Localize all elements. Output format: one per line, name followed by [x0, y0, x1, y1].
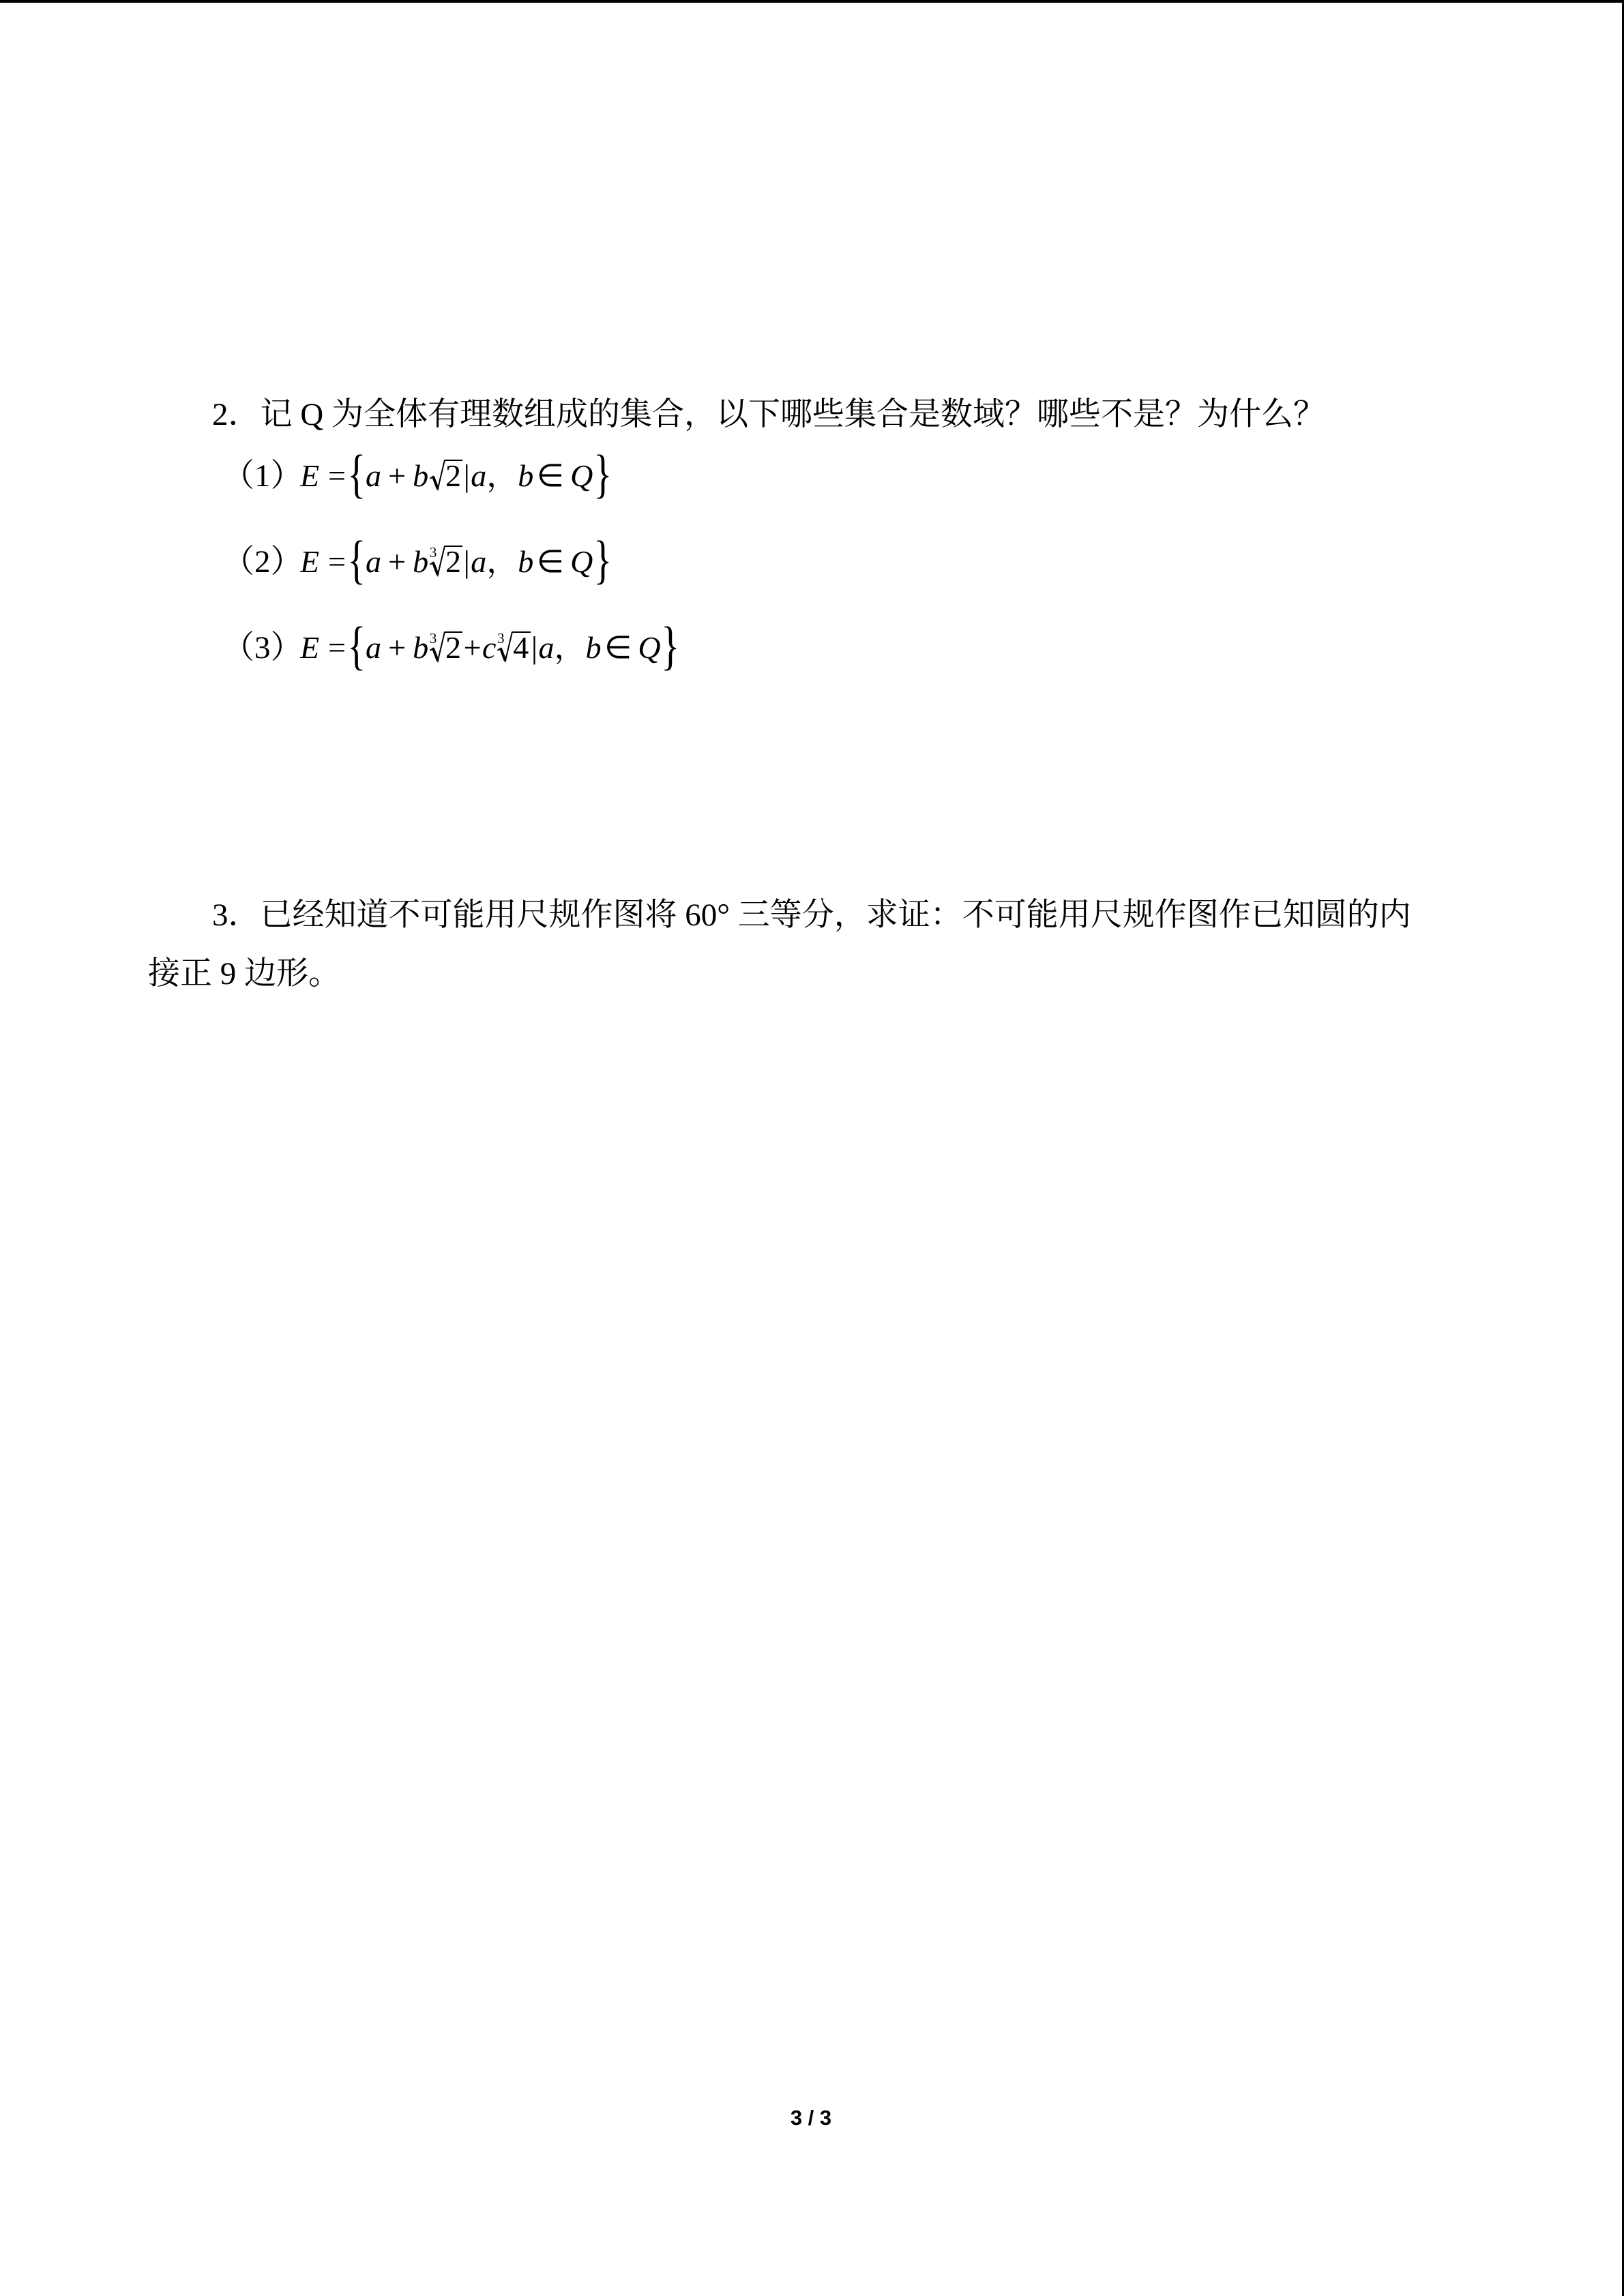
question-3-text-line-2: 接正 9 边形。: [148, 956, 340, 992]
root-index: 3: [429, 543, 437, 561]
set-item-2: [222, 519, 683, 605]
term: [381, 544, 462, 579]
rational-field: Q: [638, 630, 661, 665]
element-expression: [366, 630, 531, 665]
cube-root: [429, 629, 462, 665]
radicand: 2: [445, 460, 462, 490]
variable: a: [471, 544, 487, 579]
item-label: （2）: [222, 544, 303, 580]
cube-root: [497, 629, 530, 665]
such-that-bar: |: [463, 544, 470, 579]
left-brace: {: [347, 529, 366, 589]
question-2-prompt: 2．记 Q 为全体有理数组成的集合，以下哪些集合是数域？哪些不是？为什么？: [212, 397, 1325, 432]
radical-sign-icon: [429, 460, 445, 490]
plus-sign: +: [388, 544, 407, 579]
term: [366, 630, 381, 665]
plus-sign: +: [388, 630, 407, 665]
term: [366, 458, 381, 493]
set-name: E: [300, 544, 320, 579]
right-brace: }: [593, 529, 612, 589]
comma: ，: [486, 458, 518, 493]
right-brace: }: [661, 615, 680, 675]
radicand: 2: [445, 631, 462, 661]
set-name: E: [300, 458, 320, 493]
coefficient: a: [366, 458, 381, 493]
term: [462, 630, 530, 665]
radicand: 2: [445, 546, 462, 576]
such-that-bar: |: [531, 630, 538, 665]
item-label: （3）: [222, 630, 303, 666]
coefficient: a: [366, 630, 381, 665]
element-of-sign: ∈: [604, 630, 632, 665]
question-3-text-line-1: 3．已经知道不可能用尺规作图将 60° 三等分，求证：不可能用尺规作图作已知圆的内: [212, 897, 1411, 933]
equals-sign: =: [327, 544, 346, 579]
coefficient: a: [366, 544, 381, 579]
set-expression: [300, 615, 683, 676]
question-2-set-list: [222, 433, 683, 691]
variable: a: [538, 630, 555, 665]
coefficient: b: [413, 458, 429, 493]
page-number: 3 / 3: [790, 2106, 832, 2130]
term: [366, 544, 381, 579]
term: [381, 630, 462, 665]
root-index: 3: [497, 629, 505, 646]
radicand: 4: [512, 631, 530, 661]
set-item-1: [222, 433, 683, 519]
element-expression: [366, 458, 462, 493]
element-of-sign: ∈: [536, 458, 564, 493]
left-brace: {: [347, 615, 366, 675]
set-name: E: [300, 630, 320, 665]
element-expression: [366, 544, 462, 579]
set-expression: [300, 443, 615, 505]
rational-field: Q: [570, 458, 593, 493]
square-root: [429, 458, 462, 493]
element-of-sign: ∈: [536, 544, 564, 579]
set-expression: [300, 529, 615, 591]
comma: ，: [554, 630, 586, 665]
right-brace: }: [593, 443, 612, 503]
variable: b: [518, 544, 534, 579]
such-that-bar: |: [463, 458, 470, 493]
rational-field: Q: [570, 544, 593, 579]
plus-sign: +: [463, 630, 482, 665]
root-index: 3: [429, 629, 437, 646]
variable: b: [585, 630, 602, 665]
plus-sign: +: [388, 458, 407, 493]
coefficient: b: [413, 544, 429, 579]
coefficient: c: [482, 630, 497, 665]
variable: b: [518, 458, 534, 493]
cube-root: [429, 543, 462, 579]
term: [381, 458, 462, 493]
coefficient: b: [413, 630, 429, 665]
item-label: （1）: [222, 458, 303, 494]
comma: ，: [486, 544, 518, 579]
equals-sign: =: [327, 630, 346, 665]
set-item-3: [222, 605, 683, 691]
equals-sign: =: [327, 458, 346, 493]
left-brace: {: [347, 443, 366, 503]
variable: a: [471, 458, 487, 493]
